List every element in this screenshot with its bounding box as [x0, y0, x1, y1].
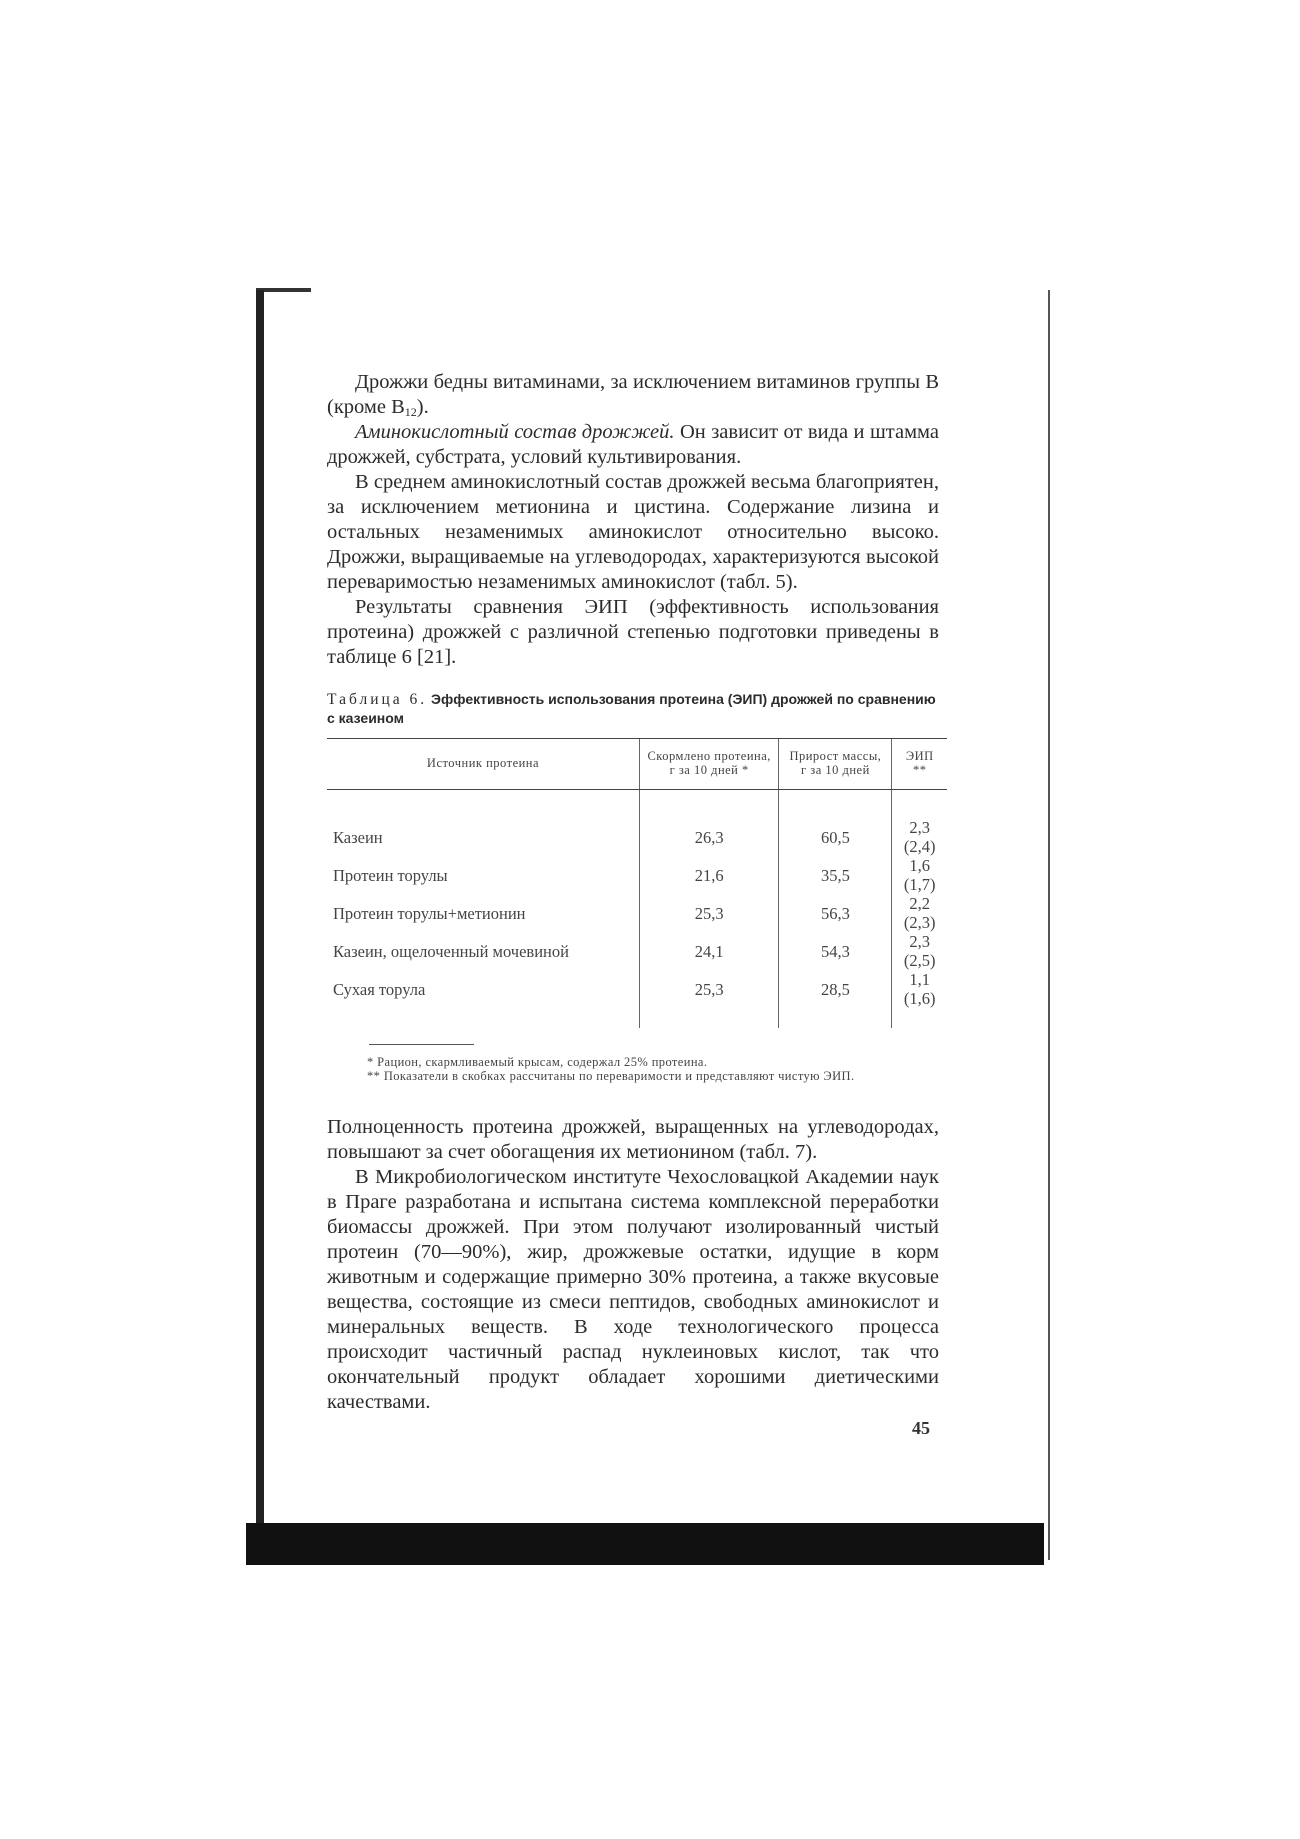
paragraph-amino-average: В среднем аминокислотный состав дрожжей весьма благоприятен, за исключением метионина и цистина. Содержание лизина и остальных незаменимых аминокислот относительно высоко. Дрожжи, выращиваемые на углеводородах, характеризуются высокой переваримостью незаменимых аминокислот (табл. 5). [327, 471, 939, 593]
table-row [327, 932, 947, 970]
table-row [327, 790, 947, 857]
paragraph-vitamins: Дрожжи бедны витаминами, за исключением витаминов группы В (кроме $В_{12}$). [327, 371, 939, 419]
table-row [327, 894, 947, 932]
paragraph-prague-institute: В Микробиологическом институте Чехословацкой Академии наук в Праге разработана и испытана система комплексной переработки биомассы дрожжей. При этом получают изолированный чистый протеин (70—90%), жир, дрожжевые остатки, идущие в корм животным и содержащие примерно 30% протеина, а также вкусовые вещества, состоящие из смеси пептидов, свободных аминокислот и минеральных веществ. В ходе технологического процесса происходит частичный распад нуклеиновых кислот, так что окончательный продукт обладает хорошими диетическими качествами. [327, 1166, 939, 1413]
paragraph-eip-results: Результаты сравнения ЭИП (эффективность использования протеина) дрожжей с различной степенью подготовки приведены в таблице 6 [21]. [327, 596, 939, 668]
cell-source: Протеин торулы [333, 865, 448, 885]
header-eip: ЭИП ** [892, 739, 947, 790]
table-header-row [327, 739, 947, 790]
eip-table [327, 738, 947, 1028]
cell-fed: 25,3 [640, 970, 779, 1028]
header-weight-gain: Прирост массы, г за 10 дней [779, 739, 892, 790]
paragraph-methionine: Полноценность протеина дрожжей, выращенных на углеводородах, повышают за счет обогащения их метионином (табл. 7). [327, 1116, 939, 1163]
header-source: Источник протеина [327, 739, 640, 790]
book-page [327, 370, 939, 1415]
table-title: Эффективность использования протеина (ЭИП) дрожжей по сравнению с казеином [327, 691, 936, 726]
footnote-divider [369, 1044, 474, 1045]
table-label: Таблица 6. [327, 691, 428, 708]
cell-fed: 21,6 [640, 856, 779, 894]
cell-source: Казеин [333, 827, 383, 847]
cell-eip: 1,1 (1,6) [892, 970, 947, 1028]
table-caption [327, 690, 939, 728]
cell-source: Сухая торула [333, 979, 426, 999]
cell-source: Казеин, ощелоченный мочевиной [333, 941, 569, 961]
cell-eip: 2,3 (2,4) [892, 790, 947, 857]
cell-eip: 2,2 (2,3) [892, 894, 947, 932]
scan-frame-bottom-edge [246, 1523, 1044, 1565]
cell-eip: 1,6 (1,7) [892, 856, 947, 894]
cell-source: Протеин торулы+метионин [333, 903, 526, 923]
table-row [327, 856, 947, 894]
scan-frame-corner [256, 288, 311, 292]
footnote-ration: * Рацион, скармливаемый крысам, содержал 25% протеина. [367, 1055, 708, 1069]
section-heading-italic: Аминокислотный состав дрожжей. [355, 421, 675, 443]
header-fed-protein: Скормлено протеина, г за 10 дней * [640, 739, 779, 790]
cell-fed: 24,1 [640, 932, 779, 970]
scan-frame-left-edge [256, 290, 264, 1555]
page-number: 45 [912, 1418, 930, 1438]
paragraph-amino-composition: Аминокислотный состав дрожжей. Он зависит от вида и штамма дрожжей, субстрата, условий культивирования. [327, 421, 939, 468]
cell-gain: 60,5 [779, 790, 892, 857]
cell-eip: 2,3 (2,5) [892, 932, 947, 970]
cell-fed: 26,3 [640, 790, 779, 857]
cell-gain: 56,3 [779, 894, 892, 932]
cell-gain: 28,5 [779, 970, 892, 1028]
table-row [327, 970, 947, 1028]
scan-frame-right-edge [1048, 290, 1050, 1560]
cell-fed: 25,3 [640, 894, 779, 932]
cell-gain: 54,3 [779, 932, 892, 970]
table-footnotes [327, 1055, 939, 1083]
cell-gain: 35,5 [779, 856, 892, 894]
footnote-digestibility: ** Показатели в скобках рассчитаны по переваримости и представляют чистую ЭИП. [367, 1069, 855, 1083]
